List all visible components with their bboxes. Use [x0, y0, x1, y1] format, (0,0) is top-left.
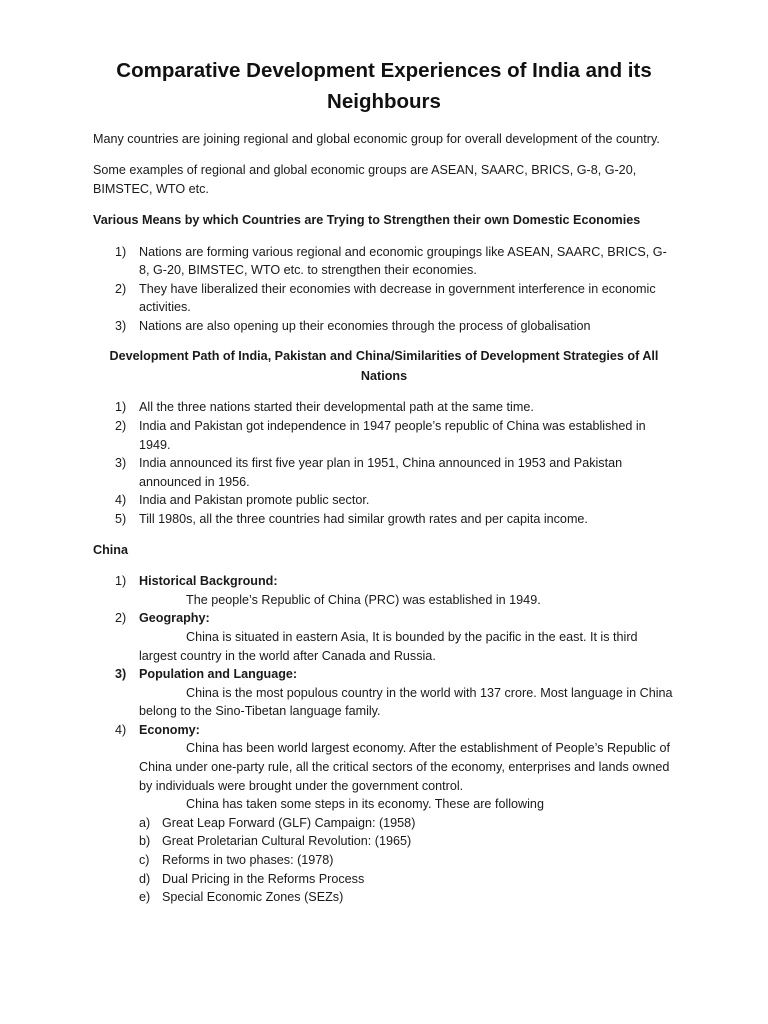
sub-list-text: Special Economic Zones (SEZs) — [162, 890, 344, 905]
domestic-economies-list — [93, 243, 675, 336]
section-heading-development-path: Development Path of India, Pakistan and China/Similarities of Development Strategies of All Nations — [109, 349, 659, 383]
sub-list-item — [139, 832, 675, 851]
list-number: 2) — [115, 611, 127, 626]
list-number: 1) — [115, 574, 127, 589]
list-number: 4) — [115, 722, 127, 737]
list-number: 1) — [115, 244, 127, 259]
list-item — [93, 317, 675, 336]
list-item — [93, 454, 675, 491]
sub-list-item — [139, 814, 675, 833]
sub-list-letter: b) — [139, 834, 151, 849]
list-text: All the three nations started their developmental path at the same time. — [139, 400, 534, 415]
sub-list-item — [139, 870, 675, 889]
sub-list-item — [139, 851, 675, 870]
list-text: Nations are also opening up their economies through the process of globalisation — [139, 318, 591, 333]
list-text: India and Pakistan promote public sector. — [139, 493, 370, 508]
list-text: India and Pakistan got independence in 1947 people’s republic of China was established in 1949. — [139, 419, 646, 452]
item-label: Geography: — [139, 611, 210, 626]
list-text: India announced its first five year plan in 1951, China announced in 1953 and Pakistan announced in 1956. — [139, 456, 623, 489]
item-body: China is situated in eastern Asia, It is bounded by the pacific in the east. It is third largest country in the world after Canada and Russia. — [139, 629, 638, 663]
list-number: 3) — [115, 318, 127, 333]
document-title: Comparative Development Experiences of India and its Neighbours — [116, 59, 652, 113]
list-number: 4) — [115, 493, 127, 508]
economy-steps-list — [139, 814, 675, 907]
list-number: 1) — [115, 400, 127, 415]
item-body: The people’s Republic of China (PRC) was established in 1949. — [186, 592, 541, 607]
sub-list-text: Great Leap Forward (GLF) Campaign: (1958) — [162, 815, 416, 830]
list-item — [93, 572, 675, 609]
list-item — [93, 417, 675, 454]
list-text: Nations are forming various regional and economic groupings like ASEAN, SAARC, BRICS, G-8, G-20, BIMSTEC, WTO etc. to strengthen their economies. — [139, 244, 667, 278]
list-number: 3) — [115, 667, 127, 682]
list-item — [93, 510, 675, 529]
list-item — [93, 609, 675, 665]
sub-list-letter: a) — [139, 815, 151, 830]
sub-list-text: Great Proletarian Cultural Revolution: (1965) — [162, 834, 412, 849]
sub-list-text: Reforms in two phases: (1978) — [162, 853, 334, 868]
list-number: 3) — [115, 456, 127, 471]
list-number: 5) — [115, 512, 127, 527]
sub-list-item — [139, 888, 675, 907]
intro-paragraph: Many countries are joining regional and global economic group for overall development of the country. — [93, 132, 660, 146]
list-item — [93, 665, 675, 721]
list-text: They have liberalized their economies with decrease in government interference in economic activities. — [139, 281, 656, 315]
list-text: Till 1980s, all the three countries had similar growth rates and per capita income. — [139, 512, 588, 527]
intro-paragraph: Some examples of regional and global economic groups are ASEAN, SAARC, BRICS, G-8, G-20, BIMSTEC, WTO etc. — [93, 163, 637, 196]
item-label: Population and Language: — [139, 667, 298, 682]
china-list — [93, 572, 675, 907]
sub-list-letter: c) — [139, 853, 150, 868]
item-label: Economy: — [139, 722, 200, 737]
sub-list-letter: e) — [139, 890, 151, 905]
development-path-list — [93, 398, 675, 528]
item-body: China has taken some steps in its economy. These are following — [186, 797, 544, 812]
item-body: China has been world largest economy. After the establishment of People’s Republic of China under one-party rule, all the critical sectors of the economy, enterprises and lands owned by individuals were brought under the government control. — [139, 741, 670, 793]
list-item — [93, 721, 675, 907]
section-heading-domestic-economies: Various Means by which Countries are Trying to Strengthen their own Domestic Economies — [93, 213, 641, 227]
list-item — [93, 398, 675, 417]
list-item — [93, 280, 675, 317]
list-number: 2) — [115, 281, 127, 296]
list-number: 2) — [115, 419, 127, 434]
list-item — [93, 491, 675, 510]
sub-list-letter: d) — [139, 871, 151, 886]
section-heading-china: China — [93, 542, 128, 557]
sub-list-text: Dual Pricing in the Reforms Process — [162, 871, 365, 886]
list-item — [93, 243, 675, 280]
item-label: Historical Background: — [139, 574, 278, 589]
item-body: China is the most populous country in the world with 137 crore. Most language in China belong to the Sino-Tibetan language family. — [139, 685, 673, 719]
